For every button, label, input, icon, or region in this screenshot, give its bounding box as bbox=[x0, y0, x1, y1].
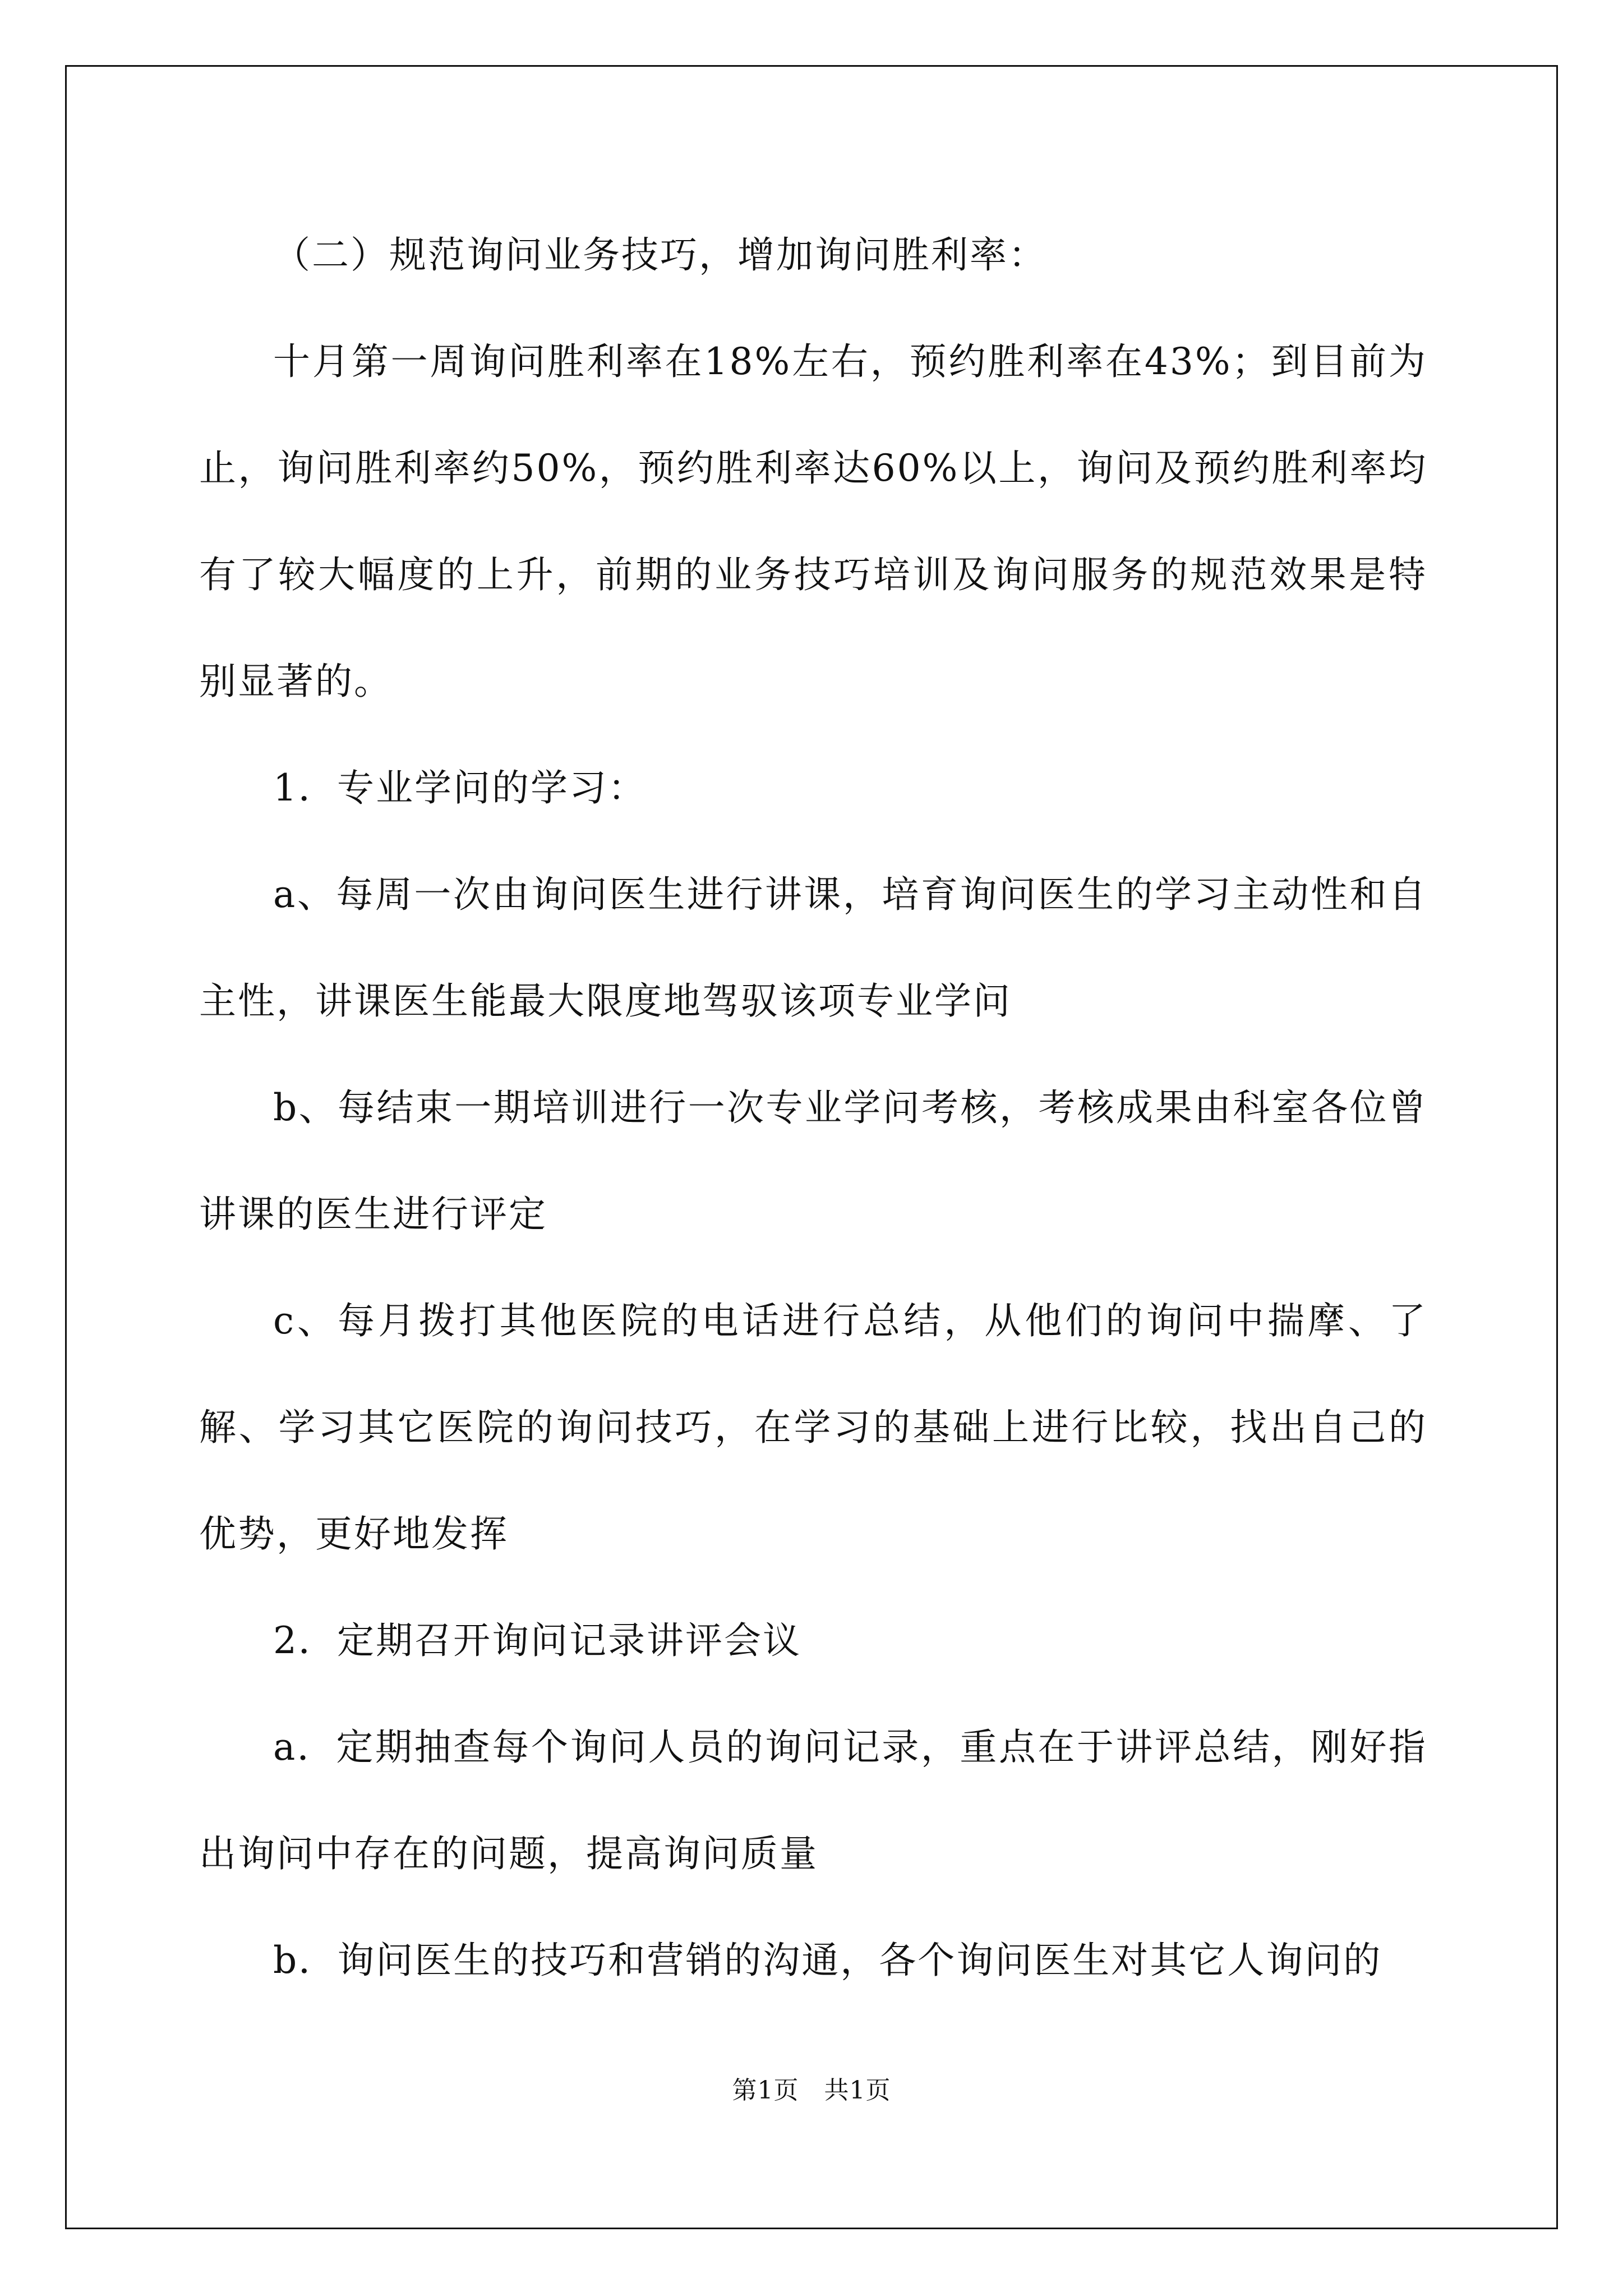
document-body bbox=[199, 202, 1427, 2014]
page-number-footer: 第1页 共1页 bbox=[732, 2076, 891, 2105]
subheading-record-review-meeting: 2．定期召开询问记录讲评会议 bbox=[273, 1619, 801, 1662]
list-item-a-weekly-lecture: a、每周一次由询问医生进行讲课，培育询问医生的学习主动性和自主性，讲课医生能最大限度地驾驭该项专业学问 bbox=[199, 873, 1427, 1023]
list-item-b-assessment: b、每结束一期培训进行一次专业学问考核，考核成果由科室各位曾讲课的医生进行评定 bbox=[199, 1086, 1427, 1236]
list-item-c-monthly-calls: c、每月拨打其他医院的电话进行总结，从他们的询问中揣摩、了解、学习其它医院的询问技巧，在学习的基础上进行比较，找出自己的优势，更好地发挥 bbox=[199, 1299, 1427, 1556]
subheading-professional-learning: 1．专业学问的学习： bbox=[273, 766, 647, 809]
list-item-a-spot-check: a．定期抽查每个询问人员的询问记录，重点在于讲评总结，刚好指出询问中存在的问题，提高询问质量 bbox=[199, 1726, 1427, 1875]
section-heading: （二）规范询问业务技巧，增加询问胜利率： bbox=[273, 233, 1047, 277]
paragraph-success-rate: 十月第一周询问胜利率在18%左右，预约胜利率在43%；到目前为止，询问胜利率约50%，预约胜利率达60%以上，询问及预约胜利率均有了较大幅度的上升，前期的业务技巧培训及询问服务的规范效果是特别显著的。 bbox=[199, 340, 1427, 703]
list-item-b-communication: b．询问医生的技巧和营销的沟通，各个询问医生对其它人询问的 bbox=[273, 1939, 1382, 1982]
